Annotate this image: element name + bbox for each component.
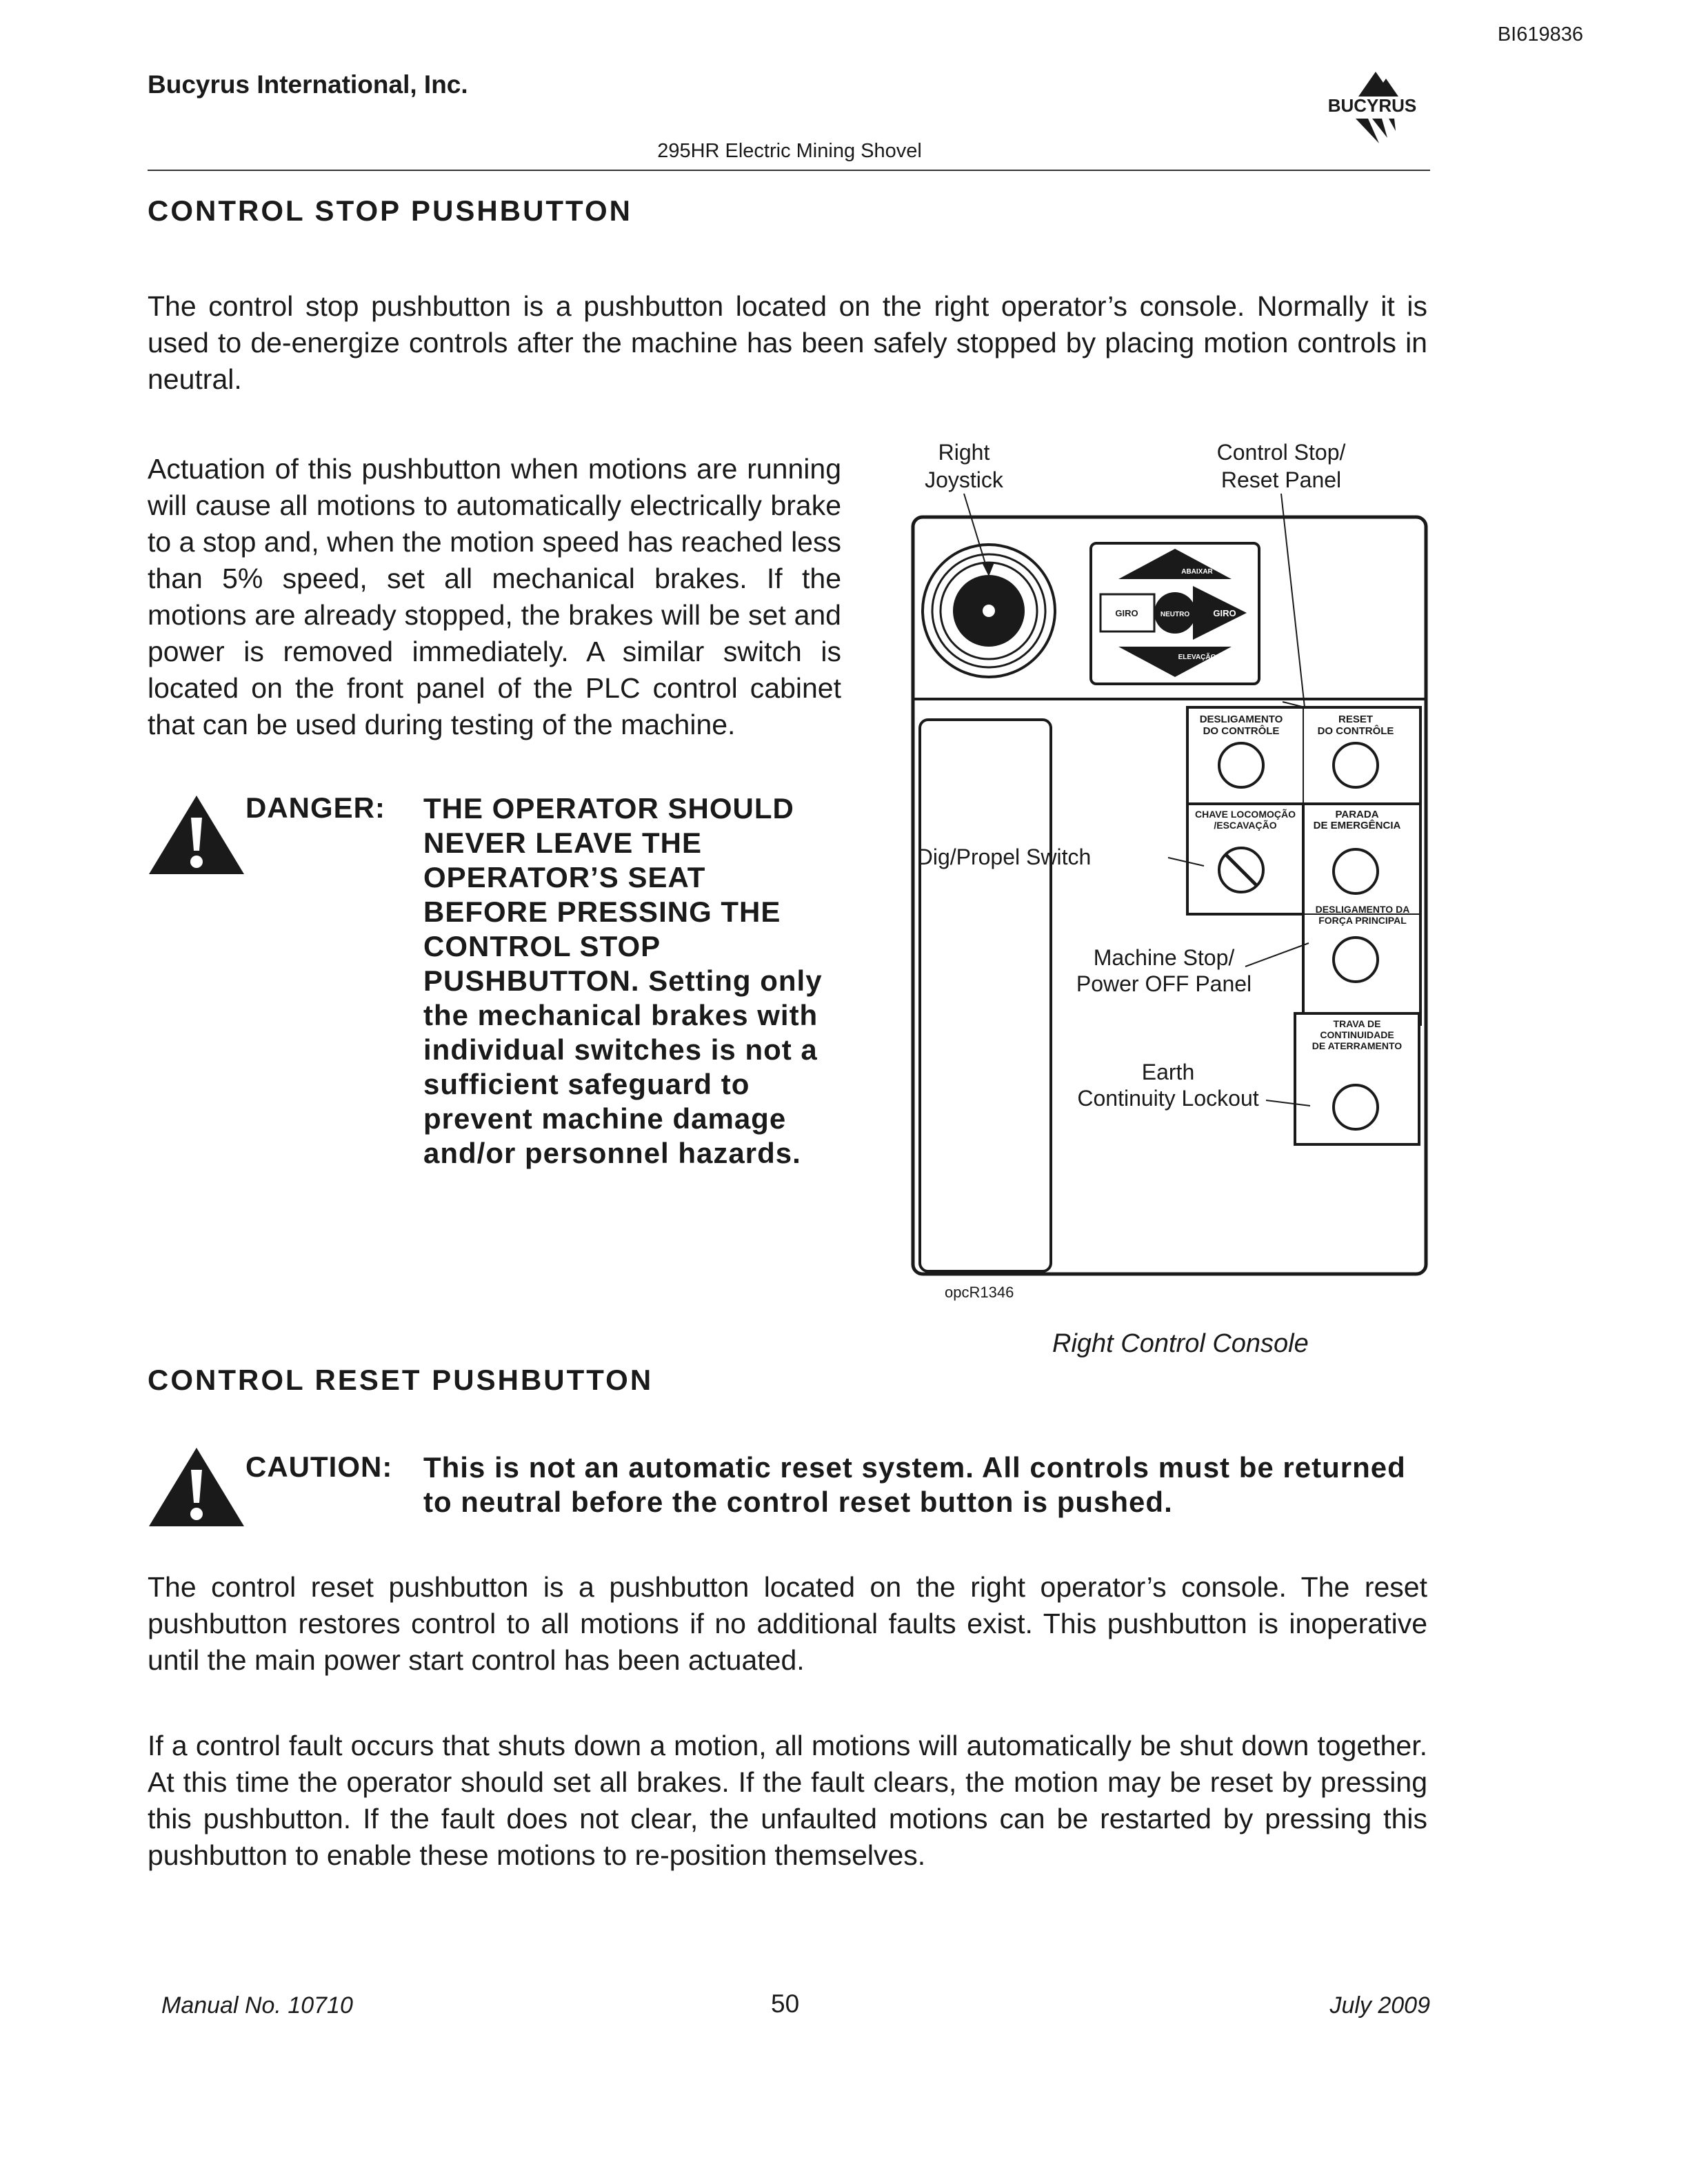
section-heading-control-stop: CONTROL STOP PUSHBUTTON bbox=[148, 194, 632, 227]
svg-text:DO CONTRÔLE: DO CONTRÔLE bbox=[1317, 725, 1394, 737]
paragraph: The control stop pushbutton is a pushbutton located on the right operator’s console. Normally it is used to de-energize controls after the machine has been safely stopped by placing motion controls in neutral. bbox=[148, 290, 1427, 395]
plate-elevacao: ELEVAÇÃO bbox=[1178, 654, 1216, 661]
section-heading-control-reset: CONTROL RESET PUSHBUTTON bbox=[148, 1364, 654, 1396]
danger-label: DANGER: bbox=[245, 791, 385, 824]
warning-triangle-icon bbox=[148, 794, 245, 876]
svg-text:DE EMERGÊNCIA: DE EMERGÊNCIA bbox=[1313, 820, 1401, 831]
figure-id: opcR1346 bbox=[945, 1284, 1014, 1301]
svg-text:CONTINUIDADE: CONTINUIDADE bbox=[1320, 1029, 1394, 1040]
svg-text:DESLIGAMENTO DA: DESLIGAMENTO DA bbox=[1315, 904, 1410, 915]
svg-text:DO CONTRÔLE: DO CONTRÔLE bbox=[1203, 725, 1280, 737]
svg-text:PARADA: PARADA bbox=[1335, 809, 1379, 820]
svg-text:DESLIGAMENTO: DESLIGAMENTO bbox=[1199, 714, 1283, 725]
plate-neutro: NEUTRO bbox=[1160, 611, 1190, 618]
header-divider bbox=[148, 170, 1430, 171]
control-stop-actuation bbox=[148, 451, 841, 743]
document-id: BI619836 bbox=[1497, 23, 1583, 46]
logo-text: BUCYRUS bbox=[1327, 95, 1417, 116]
emergency-stop-pushbutton bbox=[1334, 849, 1378, 893]
label-control-stop-line2: Reset Panel bbox=[1220, 467, 1342, 492]
label-right-joystick-line1: Right bbox=[938, 440, 990, 465]
svg-text:DE ATERRAMENTO: DE ATERRAMENTO bbox=[1312, 1040, 1403, 1051]
paragraph: If a control fault occurs that shuts down a motion, all motions will automatically be shut down together. At this time the operator should set all brakes. If the fault clears, the motion may be reset by pressing this pushbutton. If the fault does not clear, the unfaulted motions can be restarted by pressing this pushbutton to enable these motions to re-position themselves. bbox=[148, 1730, 1427, 1871]
footer-date: July 2009 bbox=[1329, 1992, 1430, 2019]
plate-giro-right: GIRO bbox=[1213, 608, 1236, 618]
caution-text: This is not an automatic reset system. All controls must be returned to neutral before the control reset button is pushed. bbox=[423, 1451, 1406, 1518]
plate-giro-left: GIRO bbox=[1115, 608, 1138, 618]
main-power-off-pushbutton bbox=[1334, 938, 1378, 982]
svg-text:CHAVE LOCOMOÇÃO: CHAVE LOCOMOÇÃO bbox=[1195, 809, 1296, 820]
label-machine-stop-line2: Power OFF Panel bbox=[1076, 971, 1252, 996]
footer-page-number: 50 bbox=[771, 1990, 800, 2018]
company-name: Bucyrus International, Inc. bbox=[148, 70, 468, 99]
label-right-joystick-line2: Joystick bbox=[925, 467, 1003, 492]
svg-text:TRAVA DE: TRAVA DE bbox=[1333, 1018, 1381, 1029]
control-stop-pushbutton bbox=[1219, 743, 1263, 787]
svg-text:FORÇA PRINCIPAL: FORÇA PRINCIPAL bbox=[1318, 915, 1407, 926]
earth-continuity-pushbutton bbox=[1334, 1085, 1378, 1129]
left-blank-panel bbox=[920, 720, 1051, 1271]
label-earth-line1: Earth bbox=[1141, 1060, 1195, 1084]
label-earth-line2: Continuity Lockout bbox=[1077, 1086, 1259, 1111]
danger-text: THE OPERATOR SHOULD NEVER LEAVE THE OPERATOR’S SEAT BEFORE PRESSING THE CONTROL STOP PUSHBUTTON. Setting only the mechanical brakes with individual switches is not a sufficient safeguard to prevent machine damage and/or personnel hazards. bbox=[423, 792, 823, 1169]
svg-text:/ESCAVAÇÃO: /ESCAVAÇÃO bbox=[1214, 820, 1277, 831]
label-machine-stop-line1: Machine Stop/ bbox=[1093, 945, 1235, 970]
paragraph: The control reset pushbutton is a pushbutton located on the right operator’s console. The reset pushbutton restores control to all motions if no additional faults exist. This pushbutton is inoperative until the main power start control has been actuated. bbox=[148, 1571, 1427, 1676]
manual-subtitle: 295HR Electric Mining Shovel bbox=[657, 140, 922, 162]
svg-text:RESET: RESET bbox=[1338, 714, 1374, 725]
footer-manual-number: Manual No. 10710 bbox=[161, 1992, 353, 2019]
paragraph: Actuation of this pushbutton when motions are running will cause all motions to automatically electrically brake to a stop and, when the motion speed has reached less than 5% speed, set all mechanical brakes. If the motions are already stopped, the brakes will be set and power is removed immediately. A similar switch is located on the front panel of the PLC control cabinet that can be used during testing of the machine. bbox=[148, 453, 841, 740]
control-fault-description bbox=[148, 1728, 1427, 1874]
caution-label: CAUTION: bbox=[245, 1450, 393, 1483]
label-control-stop-line1: Control Stop/ bbox=[1216, 440, 1346, 465]
label-dig-propel: Dig/Propel Switch bbox=[916, 845, 1092, 869]
control-reset-pushbutton bbox=[1334, 743, 1378, 787]
figure-caption: Right Control Console bbox=[1052, 1329, 1309, 1358]
control-stop-intro bbox=[148, 288, 1427, 398]
plate-abaixar: ABAIXAR bbox=[1181, 568, 1213, 576]
caution-triangle-icon bbox=[148, 1446, 245, 1528]
right-control-console-figure bbox=[896, 427, 1448, 1386]
control-reset-description bbox=[148, 1569, 1427, 1679]
bucyrus-logo bbox=[1310, 69, 1434, 152]
